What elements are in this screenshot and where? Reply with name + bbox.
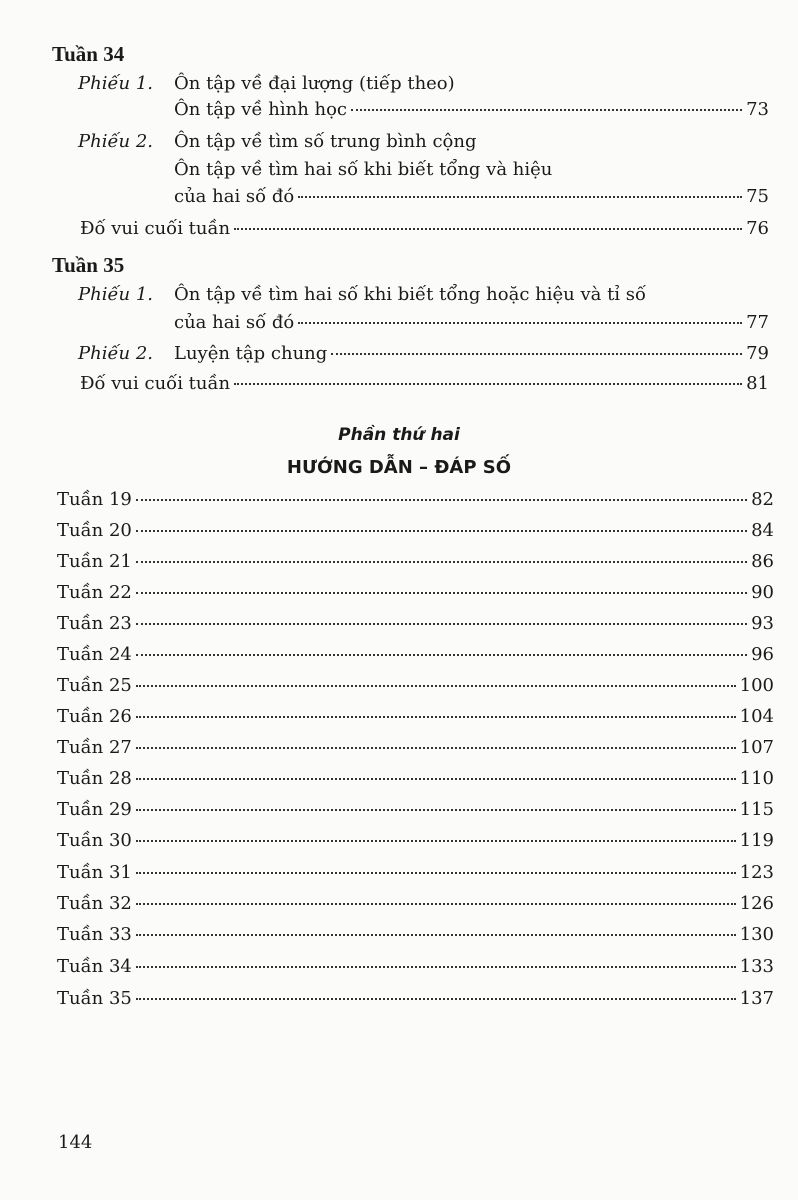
answer-row [57, 488, 774, 512]
dot-leader [136, 934, 736, 936]
phieu-text: Ôn tập về tìm số trung bình cộng [174, 131, 477, 152]
page-ref: 81 [746, 373, 769, 394]
dot-leader [136, 966, 736, 968]
dot-leader [136, 716, 736, 718]
dot-leader [136, 530, 747, 532]
page-ref: 110 [739, 768, 774, 789]
fun-label: Đố vui cuối tuần [80, 373, 231, 394]
page-ref: 75 [746, 186, 769, 207]
page-ref: 130 [739, 924, 774, 945]
phieu-label: Phiếu 2. [78, 131, 154, 152]
answer-label: Tuần 25 [57, 675, 132, 696]
week-34-phieu-1-line-2 [174, 98, 769, 122]
answer-label: Tuần 24 [57, 644, 132, 665]
page-ref: 137 [739, 988, 774, 1009]
answer-row [57, 829, 774, 853]
dot-leader [136, 998, 736, 1000]
page-ref: 82 [751, 489, 774, 510]
phieu-text: của hai số đó [174, 186, 295, 207]
page-ref: 133 [739, 956, 774, 977]
week-35-phieu-1-line-2 [174, 311, 769, 335]
week-34-phieu-2-line-1 [78, 130, 476, 154]
answer-row [57, 643, 774, 667]
week-35-title: Tuần 35 [52, 253, 125, 277]
phieu-text: Ôn tập về tìm hai số khi biết tổng và hiệu [174, 159, 553, 180]
dot-leader [136, 809, 736, 811]
dot-leader [234, 383, 742, 385]
week-34-phieu-1-line-1 [78, 72, 455, 96]
week-34-title: Tuần 34 [52, 42, 125, 66]
phieu-text: Ôn tập về tìm hai số khi biết tổng hoặc hiệu và tỉ số [174, 284, 647, 305]
page-ref: 73 [746, 99, 769, 120]
week-34-phieu-2-line-3 [174, 185, 769, 209]
week-35-phieu-2 [78, 342, 769, 366]
phieu-label: Phiếu 1. [78, 284, 154, 305]
page-ref: 126 [739, 893, 774, 914]
answer-label: Tuần 32 [57, 893, 132, 914]
dot-leader [351, 109, 742, 111]
answer-row [57, 861, 774, 885]
phieu-label: Phiếu 2. [78, 343, 154, 364]
answer-row [57, 892, 774, 916]
page-ref: 86 [751, 551, 774, 572]
page-ref: 93 [751, 613, 774, 634]
phieu-text: Luyện tập chung [174, 343, 328, 364]
week-34-phieu-2-line-2 [174, 158, 552, 182]
page-ref: 115 [739, 799, 774, 820]
answer-label: Tuần 23 [57, 613, 132, 634]
answer-row [57, 955, 774, 979]
answer-label: Tuần 31 [57, 862, 132, 883]
dot-leader [331, 353, 742, 355]
page-ref: 96 [751, 644, 774, 665]
phieu-text: Ôn tập về đại lượng (tiếp theo) [174, 73, 455, 94]
page-ref: 79 [746, 343, 769, 364]
dot-leader [136, 499, 747, 501]
fun-label: Đố vui cuối tuần [80, 218, 231, 239]
answer-row [57, 674, 774, 698]
answer-row [57, 923, 774, 947]
week-34-fun [80, 217, 769, 241]
answer-row [57, 581, 774, 605]
answer-label: Tuần 21 [57, 551, 132, 572]
dot-leader [136, 872, 736, 874]
answer-label: Tuần 33 [57, 924, 132, 945]
answer-label: Tuần 27 [57, 737, 132, 758]
answer-label: Tuần 34 [57, 956, 132, 977]
answer-row [57, 798, 774, 822]
dot-leader [136, 685, 736, 687]
answer-label: Tuần 28 [57, 768, 132, 789]
dot-leader [136, 592, 747, 594]
page-ref: 77 [746, 312, 769, 333]
answer-label: Tuần 30 [57, 830, 132, 851]
dot-leader [234, 228, 742, 230]
answer-row [57, 736, 774, 760]
answer-row [57, 987, 774, 1011]
page-ref: 76 [746, 218, 769, 239]
page-ref: 84 [751, 520, 774, 541]
page-ref: 107 [739, 737, 774, 758]
answer-row [57, 767, 774, 791]
page-ref: 123 [739, 862, 774, 883]
answer-label: Tuần 26 [57, 706, 132, 727]
page-number: 144 [58, 1132, 93, 1153]
dot-leader [298, 196, 742, 198]
page-ref: 119 [739, 830, 774, 851]
phieu-text: Ôn tập về hình học [174, 99, 348, 120]
answer-label: Tuần 20 [57, 520, 132, 541]
dot-leader [136, 903, 736, 905]
dot-leader [136, 778, 736, 780]
phieu-label: Phiếu 1. [78, 73, 154, 94]
answer-label: Tuần 19 [57, 489, 132, 510]
dot-leader [136, 747, 736, 749]
answer-row [57, 550, 774, 574]
answer-row [57, 519, 774, 543]
phieu-text: của hai số đó [174, 312, 295, 333]
answer-label: Tuần 35 [57, 988, 132, 1009]
dot-leader [136, 623, 747, 625]
page-ref: 100 [739, 675, 774, 696]
answer-label: Tuần 29 [57, 799, 132, 820]
answer-row [57, 705, 774, 729]
week-35-phieu-1-line-1 [78, 283, 646, 307]
answer-row [57, 612, 774, 636]
dot-leader [136, 561, 747, 563]
week-35-fun [80, 372, 769, 396]
section-subtitle: Phần thứ hai [338, 425, 460, 445]
dot-leader [136, 654, 747, 656]
dot-leader [136, 840, 736, 842]
page-ref: 104 [739, 706, 774, 727]
section-title: HƯỚNG DẪN – ĐÁP SỐ [286, 457, 512, 478]
page-ref: 90 [751, 582, 774, 603]
answer-label: Tuần 22 [57, 582, 132, 603]
dot-leader [298, 322, 742, 324]
